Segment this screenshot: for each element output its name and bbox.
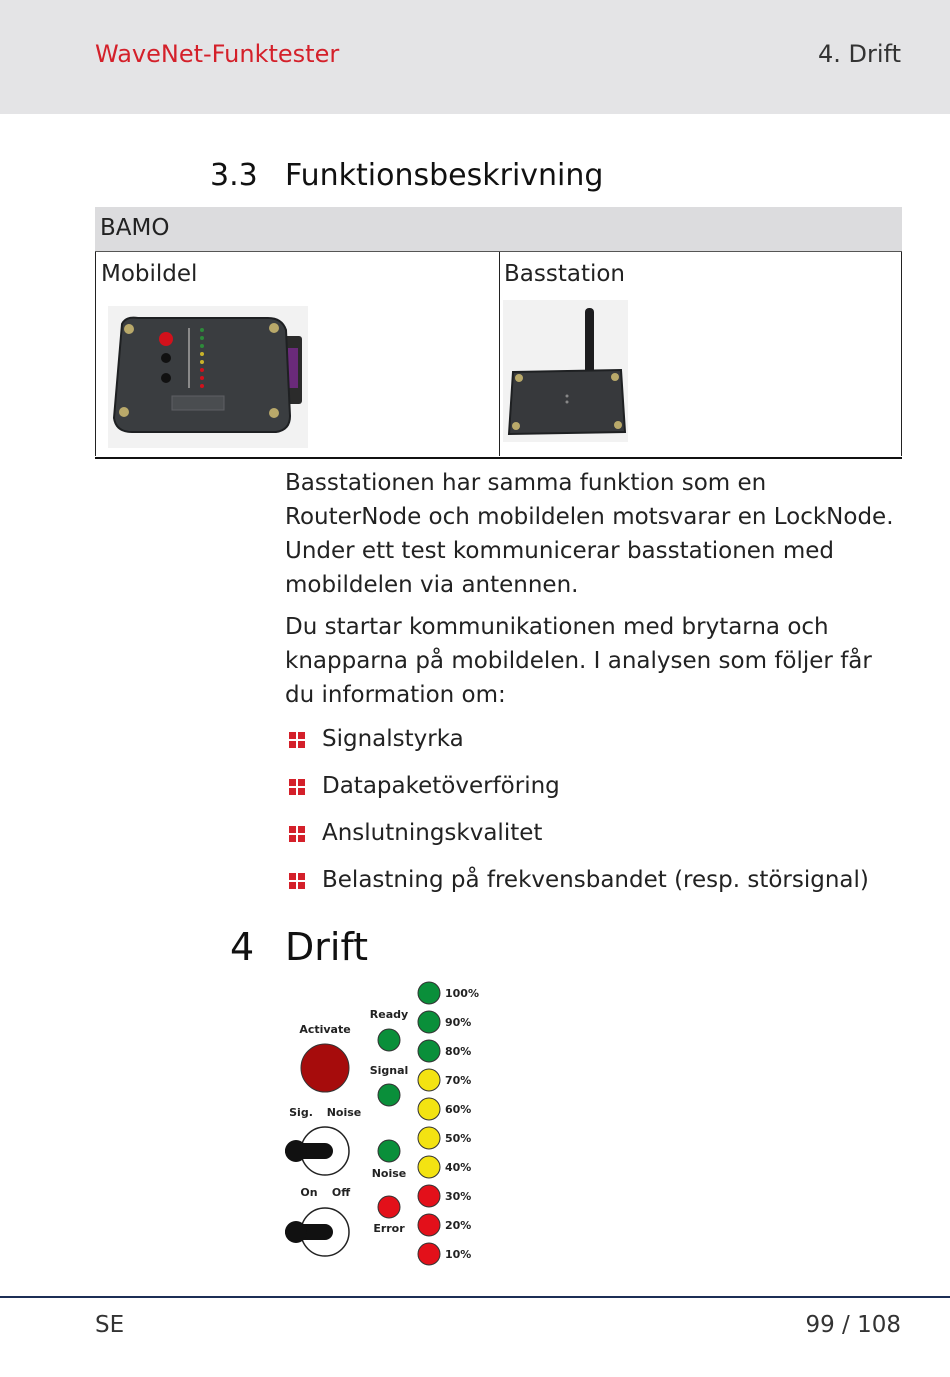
scale-led xyxy=(418,1127,440,1149)
section-number: 3.3 xyxy=(210,158,258,193)
table-header-label: BAMO xyxy=(100,215,170,241)
list-item-text: Datapaketöverföring xyxy=(322,773,560,799)
scale-label: 90% xyxy=(445,1016,472,1029)
scale-led xyxy=(418,1243,440,1265)
scale-led xyxy=(418,1214,440,1236)
bullet-squares-icon xyxy=(289,779,305,795)
on-off-switch-knob xyxy=(285,1221,307,1243)
table-header xyxy=(95,207,902,252)
chapter-number: 4 xyxy=(230,925,255,969)
scale-led xyxy=(418,1040,440,1062)
scale-led xyxy=(418,1156,440,1178)
chapter-heading xyxy=(230,925,368,969)
off-label: Off xyxy=(331,1186,351,1199)
noise-led-label: Noise xyxy=(371,1167,407,1180)
table-cell-basstation xyxy=(499,252,902,456)
paragraph-function: Basstationen har samma funktion som en RouterNode och mobildelen motsvarar en LockNode. Under ett test kommunicerar basstationen med mobildelen via antennen. xyxy=(285,470,894,598)
bullet-squares-icon xyxy=(289,732,305,748)
sig-noise-switch-knob xyxy=(285,1140,307,1162)
on-label: On xyxy=(300,1186,318,1199)
signal-led xyxy=(378,1084,400,1106)
scale-label: 10% xyxy=(445,1248,472,1261)
base-station-photo xyxy=(503,300,628,442)
list-item-text: Signalstyrka xyxy=(322,726,464,752)
paragraph-start: Du startar kommunikationen med brytarna och knapparna på mobildelen. I analysen som följer får du information om: xyxy=(285,614,872,708)
ready-led xyxy=(378,1029,400,1051)
list-item-text: Anslutningskvalitet xyxy=(322,820,543,846)
scale-label: 80% xyxy=(445,1045,472,1058)
noise-led xyxy=(378,1140,400,1162)
scale-label: 30% xyxy=(445,1190,472,1203)
signal-label: Signal xyxy=(369,1064,409,1077)
list-item-text: Belastning på frekvensbandet (resp. störsignal) xyxy=(322,867,869,893)
scale-led xyxy=(418,1185,440,1207)
cell-label-mobildel: Mobildel xyxy=(101,261,198,287)
scale-led xyxy=(418,1098,440,1120)
section-title: Funktionsbeskrivning xyxy=(285,158,604,193)
activate-button xyxy=(301,1044,349,1092)
scale-led xyxy=(418,982,440,1004)
bamo-table xyxy=(95,207,902,459)
chapter-label: 4. Drift xyxy=(818,40,901,68)
scale-label: 50% xyxy=(445,1132,472,1145)
signal-strength-scale xyxy=(418,982,479,1265)
noise-switch-label: Noise xyxy=(326,1106,362,1119)
activate-label: Activate xyxy=(299,1023,351,1036)
page-header xyxy=(0,0,950,114)
scale-label: 40% xyxy=(445,1161,472,1174)
footer-page-number: 99 / 108 xyxy=(805,1312,901,1338)
footer-language: SE xyxy=(95,1312,125,1338)
footer-divider xyxy=(0,1296,950,1298)
control-panel-diagram xyxy=(282,978,492,1270)
scale-led xyxy=(418,1011,440,1033)
error-led xyxy=(378,1196,400,1218)
chapter-title: Drift xyxy=(285,925,369,969)
table-cell-mobildel xyxy=(95,252,500,456)
brand-title: WaveNet-Funktester xyxy=(95,40,340,68)
scale-label: 70% xyxy=(445,1074,472,1087)
section-heading xyxy=(210,158,603,193)
cell-label-basstation: Basstation xyxy=(504,261,626,287)
bullet-squares-icon xyxy=(289,826,305,842)
scale-label: 20% xyxy=(445,1219,472,1232)
error-label: Error xyxy=(373,1222,405,1235)
scale-led xyxy=(418,1069,440,1091)
mobile-unit-photo xyxy=(108,306,308,448)
scale-label: 60% xyxy=(445,1103,472,1116)
sig-label: Sig. xyxy=(289,1106,313,1119)
bullet-squares-icon xyxy=(289,873,305,889)
ready-label: Ready xyxy=(369,1008,409,1021)
scale-label: 100% xyxy=(445,987,479,1000)
